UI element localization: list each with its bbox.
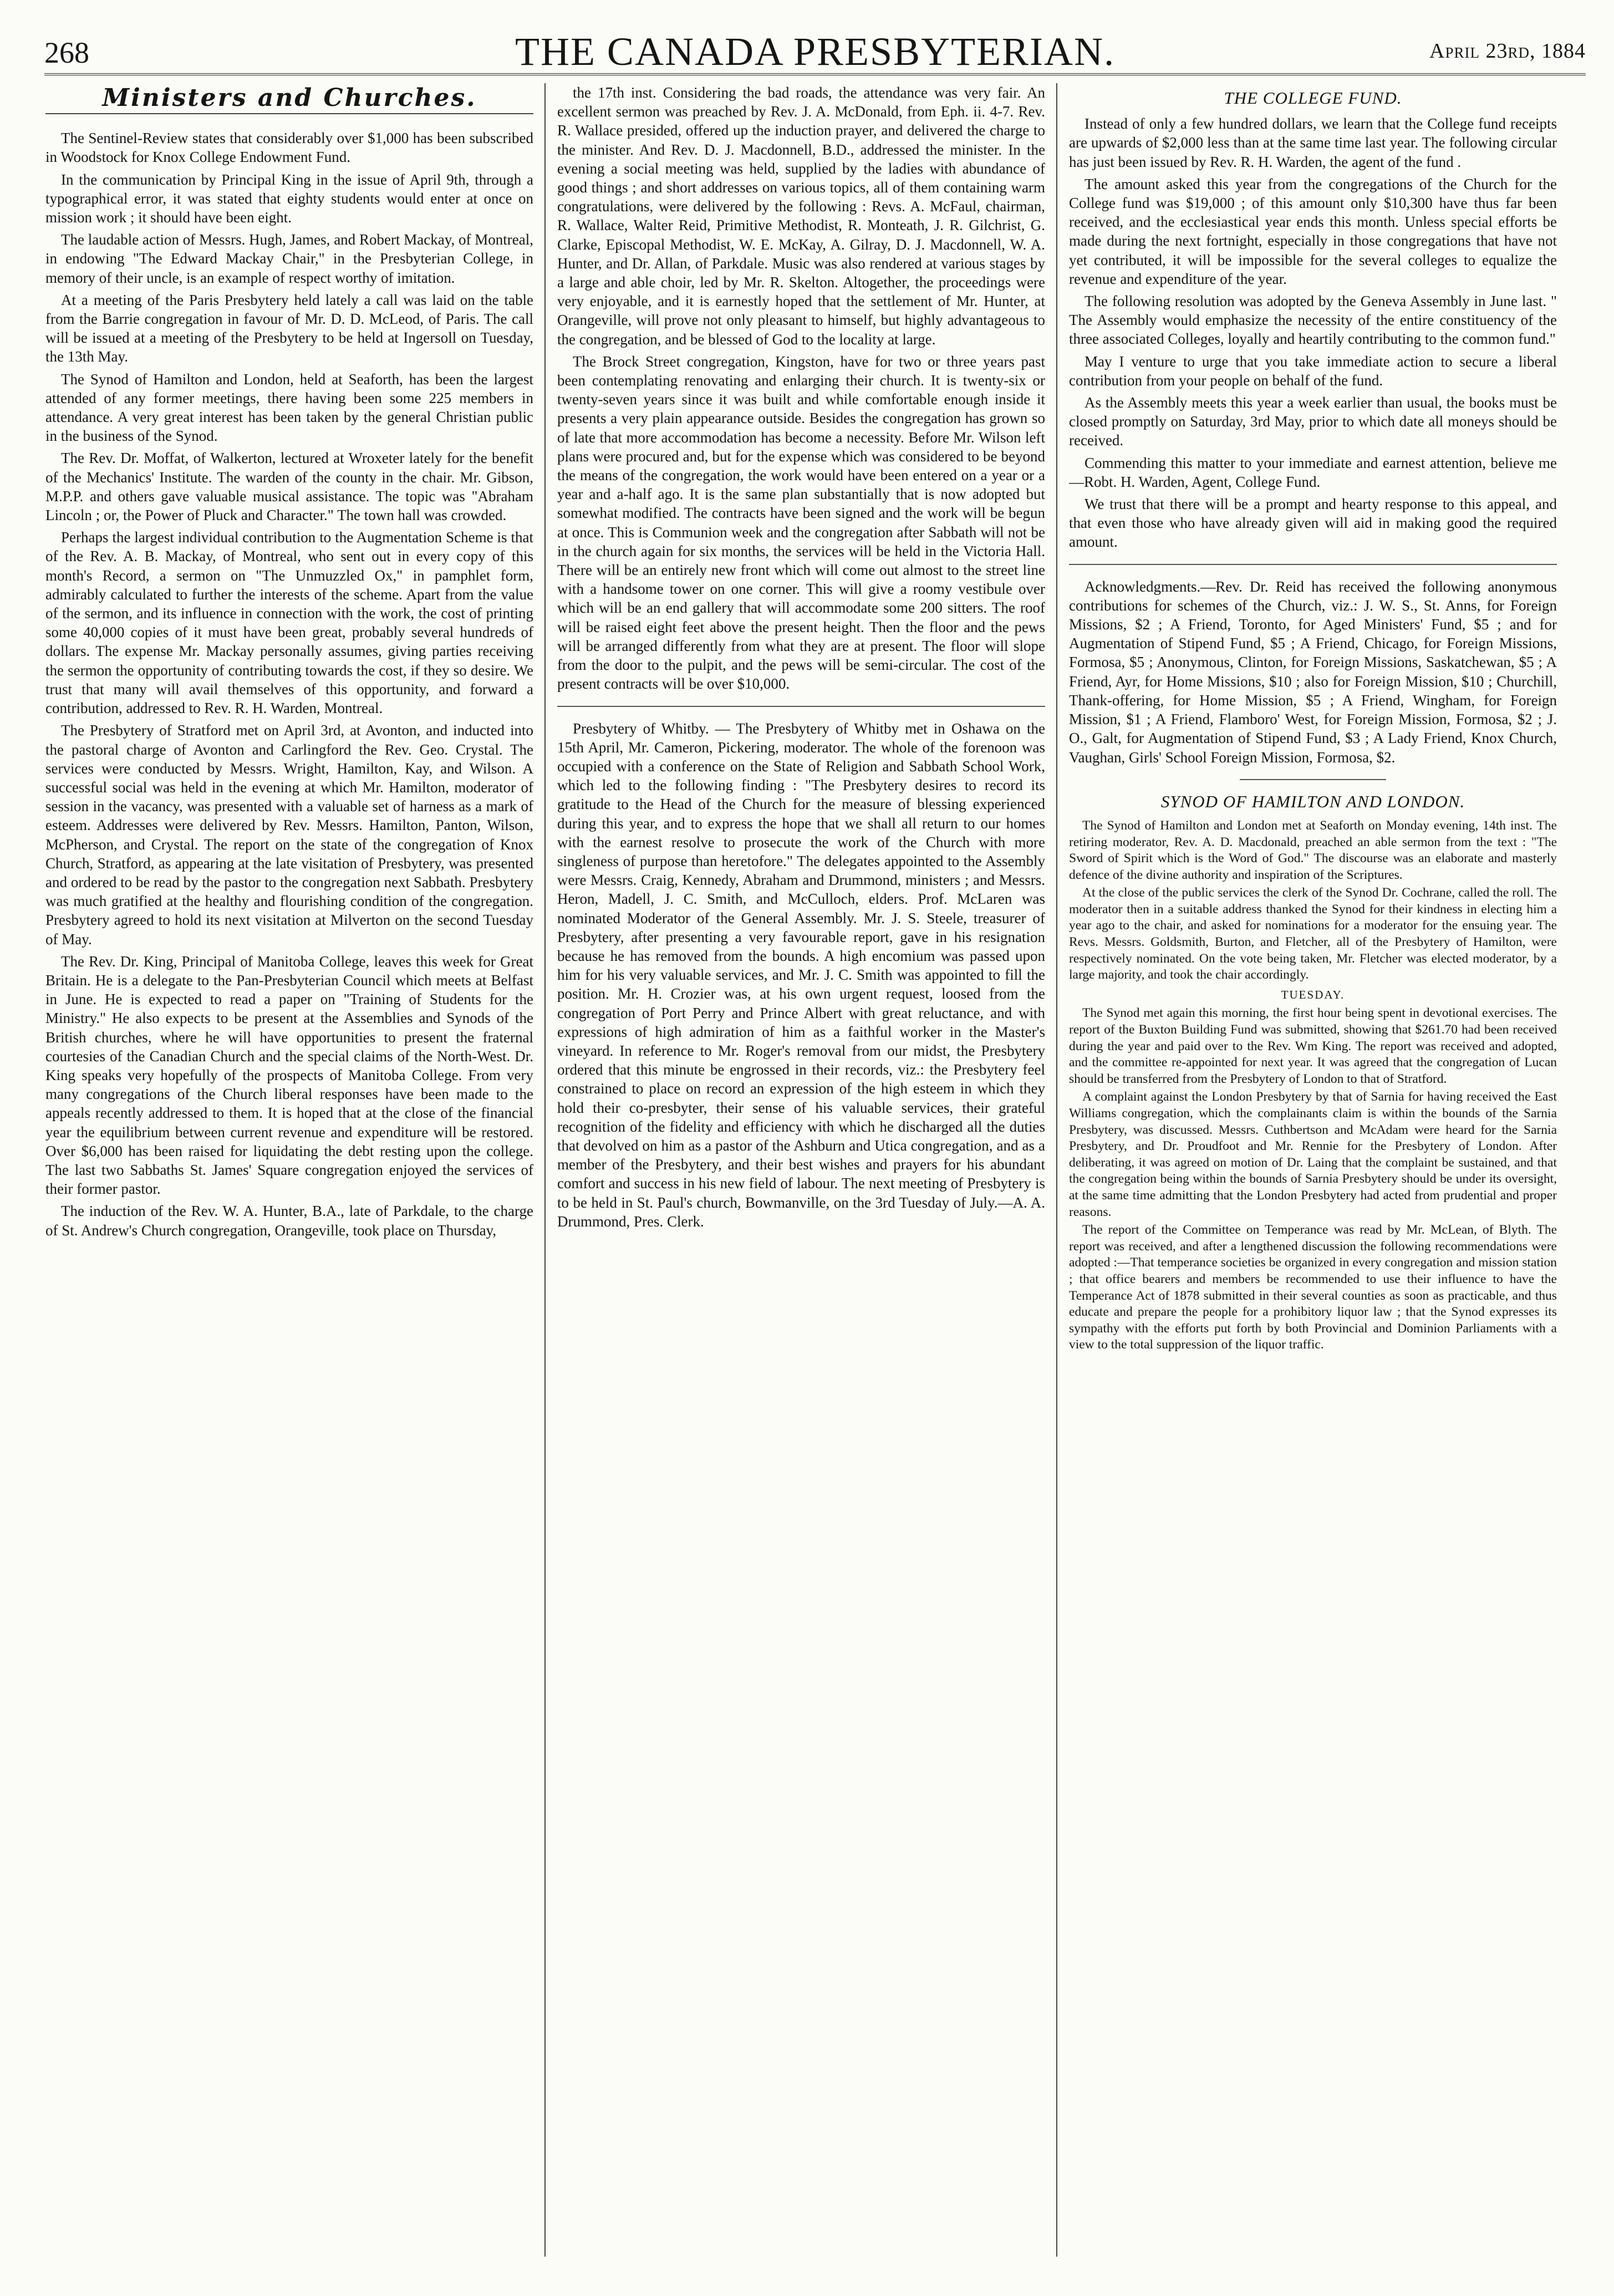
section-separator bbox=[1240, 779, 1386, 780]
issue-date: April 23rd, 1884 bbox=[1429, 39, 1586, 63]
masthead: THE CANADA PRESBYTERIAN. bbox=[515, 29, 1116, 74]
news-item: Perhaps the largest individual contribution to the Augmentation Scheme is that of the Rev. A. B. Mackay, of Montreal, who sent out in every copy of this month's Record, a sermon on "The Unmuzzled Ox," in pamphlet form, admirably calculated to further the interests of the scheme. Apart from the value of the sermon, and its influence in connection with the work, the cost of printing some 40,000 copies of it must have been great, probably several hundreds of dollars. The expense Mr. Mackay personally assumes, giving parties receiving the sermon the opportunity of contributing towards the cost, if they so desire. We trust that many will avail themselves of this opportunity, and forward a contribution, addressed to Rev. R. H. Warden, Montreal. bbox=[45, 529, 533, 717]
college-fund-paragraph: The amount asked this year from the congregations of the Church for the College fund was $19,000 ; of this amount only $10,300 have thus far been received, and the ecclesiastical year ends this month. Unless special efforts be made during the next fortnight, especially in those congregations that have not yet contributed, it will be impossible for the several colleges to equalize the revenue and expenditure of the year. bbox=[1069, 175, 1557, 287]
column-divider bbox=[1056, 83, 1057, 2257]
column-divider bbox=[544, 83, 546, 2257]
acknowledgments: Acknowledgments.—Rev. Dr. Reid has received the following anonymous contributions for schemes of the Church, viz.: J. W. S., St. Anns, for Foreign Missions, $2 ; A Friend, Toronto, for Aged Ministers' Fund, $5 ; and for Augmentation of Stipend Fund, $5 ; A Friend, Chicago, for Foreign Missions, Formosa, $5 ; Anonymous, Clinton, for Foreign Missions, Saskatchewan, $5 ; A Friend, Ayr, for Home Missions, $10 ; also for Foreign Mission, $10 ; Churchill, Thank-offering, for Home Mission, $5 ; A Friend, Wingham, for Foreign Mission, $1 ; A Friend, Flamboro' West, for Foreign Mission, Formosa, $2 ; J. O., Galt, for Augmentation of Stipend Fund, $3 ; A Lady Friend, Knox Church, Vaughan, Girls' School Foreign Mission, Formosa, $2. bbox=[1069, 578, 1557, 766]
page-number: 268 bbox=[44, 36, 89, 69]
column-1 bbox=[45, 83, 533, 2257]
synod-paragraph: The report of the Committee on Temperance was read by Mr. McLean, of Blyth. The report was received, and after a lengthened discussion the following recommendations were adopted :—That temperance societies be organized in every congregation and mission station ; that office bearers and members be recommended to use their influence to have the Temperance Act of 1878 submitted in their several counties as soon as practicable, and thus educate and prepare the people for a prohibitory liquor law ; that the Synod expresses its sympathy with the efforts put forth by both Provincial and Dominion Parliaments with a view to the total suppression of the liquor traffic. bbox=[1069, 1223, 1557, 1352]
news-item: The Presbytery of Stratford met on April 3rd, at Avonton, and inducted into the pastoral charge of Avonton and Carlingford the Rev. Geo. Crystal. The services were conducted by Messrs. Wright, Hamilton, Kay, and Wilson. A successful social was held in the evening at which Mr. Hamilton, moderator of session in the vacancy, was presented with a valuable set of harness as a mark of esteem. Addresses were delivered by Rev. Messrs. Hamilton, Panton, Wilson, McPherson, and Crystal. The report on the state of the congregation of Knox Church, Stratford, as appearing at the late visitation of Presbytery, was presented and ordered to be read by the pastor to the congregation next Sabbath. Presbytery was much gratified at the healthy and flourishing condition of the congregation. Presbytery agreed to hold its next visitation at Milverton on the second Tuesday of May. bbox=[45, 722, 533, 948]
column-2 bbox=[557, 83, 1045, 2257]
news-item: The Synod of Hamilton and London, held at Seaforth, has been the largest attended of any former meetings, there having been some 225 members in attendance. A very great interest has been taken by the general Christian public in the business of the Synod. bbox=[45, 370, 533, 445]
college-fund-paragraph: Instead of only a few hundred dollars, we learn that the College fund receipts are upwards of $2,000 less than at the same time last year. The following circular has just been issued by Rev. R. H. Warden, the agent of the fund . bbox=[1069, 115, 1557, 170]
news-item: The laudable action of Messrs. Hugh, James, and Robert Mackay, of Montreal, in endowing "The Edward Mackay Chair," in the Presbyterian College, in memory of their uncle, is an example of respect worthy of imitation. bbox=[45, 231, 533, 286]
synod-paragraph: The Synod met again this morning, the first hour being spent in devotional exercises. The report of the Buxton Building Fund was submitted, showing that $261.70 had been received during the year and paid over to the Rev. Wm King. The report was received and adopted, and the committee re-appointed for next year. It was agreed that the congregation of Lucan should be transferred from the Presbytery of London to that of Stratford. bbox=[1069, 1006, 1557, 1086]
column-3 bbox=[1069, 83, 1557, 2257]
news-item: The Rev. Dr. King, Principal of Manitoba College, leaves this week for Great Britain. He is a delegate to the Pan-Presbyterian Council which meets at Belfast in June. He is expected to read a paper on "Training of Students for the Ministry." He also expects to be present at the Assemblies and Synods of the British churches, where he will have opportunities to present the fraternal courtesies of the Canadian Church and the special claims of the North-West. Dr. King speaks very hopefully of the prospects of Manitoba College. From very many congregations of the Church liberal responses have been made to the appeals recently addressed to them. It is hoped that at the close of the financial year the equilibrium between current revenue and expenditure will be restored. Over $6,000 has been raised for liquidating the debt resting upon the college. The last two Sabbaths St. James' Square congregation enjoyed the services of their former pastor. bbox=[45, 953, 533, 1198]
synod-paragraph: A complaint against the London Presbytery by that of Sarnia for having received the East Williams congregation, which the complainants claim is within the bounds of the Sarnia Presbytery, was discussed. Messrs. Cuthbertson and McAdam were heard for the Sarnia Presbytery, and Dr. Proudfoot and Mr. Rennie for the Presbytery of London. After deliberating, it was agreed on motion of Dr. Laing that the complaint be sustained, and that the congregation being within the bounds of Sarnia Presbytery should be under its oversight, at the same time admitting that the London Presbytery had acted from prudential and proper reasons. bbox=[1069, 1090, 1557, 1219]
page-header bbox=[44, 22, 1586, 78]
header-rule bbox=[44, 73, 1586, 75]
news-item: The Sentinel-Review states that considerably over $1,000 has been subscribed in Woodstock for Knox College Endowment Fund. bbox=[45, 130, 533, 166]
news-item: the 17th inst. Considering the bad roads, the attendance was very fair. An excellent sermon was preached by Rev. J. A. McDonald, from Eph. ii. 4-7. Rev. R. Wallace presided, offered up the induction prayer, and delivered the charge to the minister. And Rev. D. J. Macdonnell, B.D., addressed the minister. In the evening a social meeting was held, supplied by the ladies with abundance of good things ; and short addresses on various topics, all of them containing warm congratulations, were delivered by the following : Revs. A. McFaul, chairman, R. Wallace, Walter Reid, Primitive Methodist, R. Monteath, J. R. Gilchrist, G. Clarke, Episcopal Methodist, W. E. McKay, A. Gilray, D. J. Macdonnell, W. A. Hunter, and Dr. Allan, of Parkdale. Music was also rendered at various stages by a large and able choir, led by Mr. R. Skelton. Altogether, the proceedings were very enjoyable, and it is earnestly hoped that the settlement of Mr. Hunter, at Orangeville, will prove not only pleasant to himself, but highly advantageous to the congregation, and be blessed of God to the locality at large. bbox=[557, 84, 1045, 348]
synod-heading: SYNOD OF HAMILTON AND LONDON. bbox=[1160, 791, 1465, 811]
synod-report bbox=[1069, 818, 1557, 1353]
college-fund-paragraph: May I venture to urge that you take immediate action to secure a liberal contribution from your people on behalf of the fund. bbox=[1069, 353, 1557, 389]
college-fund-paragraph: Commending this matter to your immediate and earnest attention, believe me—Robt. H. Warden, Agent, College Fund. bbox=[1069, 454, 1557, 490]
college-fund-heading: THE COLLEGE FUND. bbox=[1224, 88, 1402, 108]
tuesday-subheading: TUESDAY. bbox=[1281, 987, 1345, 1001]
synod-paragraph: At the close of the public services the clerk of the Synod Dr. Cochrane, called the roll. The moderator then in a suitable address thanked the Synod for their kindness in electing him a year ago to the chair, and asked for nominations for a moderator for the ensuing year. The Revs. Messrs. Goldsmith, Burton, and Fletcher, all of the Presbytery of Hamilton, were respectively nominated. On the vote being taken, Mr. Fletcher was elected moderator, by a large majority, and took the chair accordingly. bbox=[1069, 885, 1557, 982]
college-fund-paragraph: As the Assembly meets this year a week earlier than usual, the books must be closed promptly on Saturday, 3rd May, prior to which date all moneys should be received. bbox=[1069, 394, 1557, 449]
college-fund-paragraph: We trust that there will be a prompt and hearty response to this appeal, and that even those who have already given will aid in making good the required amount. bbox=[1069, 496, 1557, 551]
section-separator bbox=[1069, 564, 1557, 565]
news-item: The induction of the Rev. W. A. Hunter, B.A., late of Parkdale, to the charge of St. Andrew's Church congregation, Orangeville, took place on Thursday, bbox=[45, 1203, 533, 1239]
news-item: The Brock Street congregation, Kingston, have for two or three years past been contemplating renovating and enlarging their church. It is twenty-six or twenty-seven years since it was built and while comfortable enough inside it presents a very plain appearance outside. Besides the congregation has grown so of late that more accommodation has become a necessity. Before Mr. Wilson left plans were procured and, but for the expense which was considered to be beyond the means of the congregation, the work would have been entered on a year or a year and a-half ago. It is the same plan substantially that is now adopted but somewhat modified. The contracts have been signed and the work will be begun at once. This is Communion week and the congregation after Sabbath will not be in the church again for six months, the services will be held in the Victoria Hall. There will be an entirely new front which will come out almost to the street line with a handsome tower on one corner. This will give a roomy vestibule over which will be an end gallery that will accommodate some 200 sitters. The roof will be raised eight feet above the present height. Then the floor and the pews will be arranged differently from what they are at present. The floor will slope from the door to the pulpit, and the pews will be semi-circular. The cost of the present contracts will be over $10,000. bbox=[557, 353, 1045, 693]
news-item: Presbytery of Whitby. — The Presbytery of Whitby met in Oshawa on the 15th April, Mr. Cameron, Pickering, moderator. The whole of the forenoon was occupied with a conference on the State of Religion and Sabbath School Work, which led to the following finding : "The Presbytery desires to record its gratitude to the Head of the Church for the measure of blessing experienced during this year, and to express the hope that we shall all return to our homes with the earnest resolve to prosecute the work of the Church with more singleness of purpose than heretofore." The delegates appointed to the Assembly were Messrs. Craig, Kennedy, Abraham and Drummond, ministers ; and Messrs. Heron, Madell, J. C. Smith, and McCulloch, elders. Prof. McLaren was nominated Moderator of the General Assembly. Mr. J. S. Steele, treasurer of Presbytery, after presenting a very favourable report, gave in his resignation because he has removed from the bounds. A high encomium was passed upon him for his very valuable services, and Mr. J. C. Smith was appointed to fill the position. Mr. H. Crozier was, at his own urgent request, loosed from the congregation of Port Perry and Prince Albert with great reluctance, and with expressions of high admiration of him as a faithful worker in the Master's vineyard. In reference to Mr. Roger's removal from our midst, the Presbytery ordered that this minute be engrossed in their records, viz.: the Presbytery feel constrained to place on record an expression of the high esteem in which they hold their co-presbyter, their sense of his valuable services, their grateful recognition of the fidelity and efficiency with which he discharged all the duties that devolved on him as a pastor of the Ashburn and Utica congregation, and as a member of the Presbytery, and their best wishes and prayers for his abundant comfort and success in his new field of labour. The next meeting of Presbytery is to be held in St. Paul's church, Bowmanville, on the 3rd Tuesday of July.—A. A. Drummond, Pres. Clerk. bbox=[557, 720, 1045, 1230]
news-item: In the communication by Principal King in the issue of April 9th, through a typographical error, it was stated that eighty students would enter at once on mission work ; it should have been eight. bbox=[45, 171, 533, 226]
news-item: The Rev. Dr. Moffat, of Walkerton, lectured at Wroxeter lately for the benefit of the Mechanics' Institute. The warden of the county in the chair. Mr. Gibson, M.P.P. and others gave valuable musical assistance. The topic was "Abraham Lincoln ; or, the Power of Pluck and Character." The town hall was crowded. bbox=[45, 450, 533, 524]
section-separator bbox=[557, 706, 1045, 707]
synod-paragraph: The Synod of Hamilton and London met at Seaforth on Monday evening, 14th inst. The retiring moderator, Rev. A. D. Macdonald, preached an able sermon from the text : "The Sword of Spirit which is the Word of God." The discourse was an elaborate and masterly defence of the divine authority and inspiration of the Scriptures. bbox=[1069, 818, 1557, 882]
news-item: At a meeting of the Paris Presbytery held lately a call was laid on the table from the Barrie congregation in favour of Mr. D. D. McLeod, of Paris. The call will be issued at a meeting of the Presbytery to be held at Ingersoll on Tuesday, the 13th May. bbox=[45, 291, 533, 365]
department-title: Ministers and Churches. bbox=[45, 89, 533, 114]
college-fund-paragraph: The following resolution was adopted by the Geneva Assembly in June last. " The Assembly would emphasize the necessity of the entire constituency of the three associated Colleges, loyally and heartily contributing to the common fund." bbox=[1069, 293, 1557, 348]
